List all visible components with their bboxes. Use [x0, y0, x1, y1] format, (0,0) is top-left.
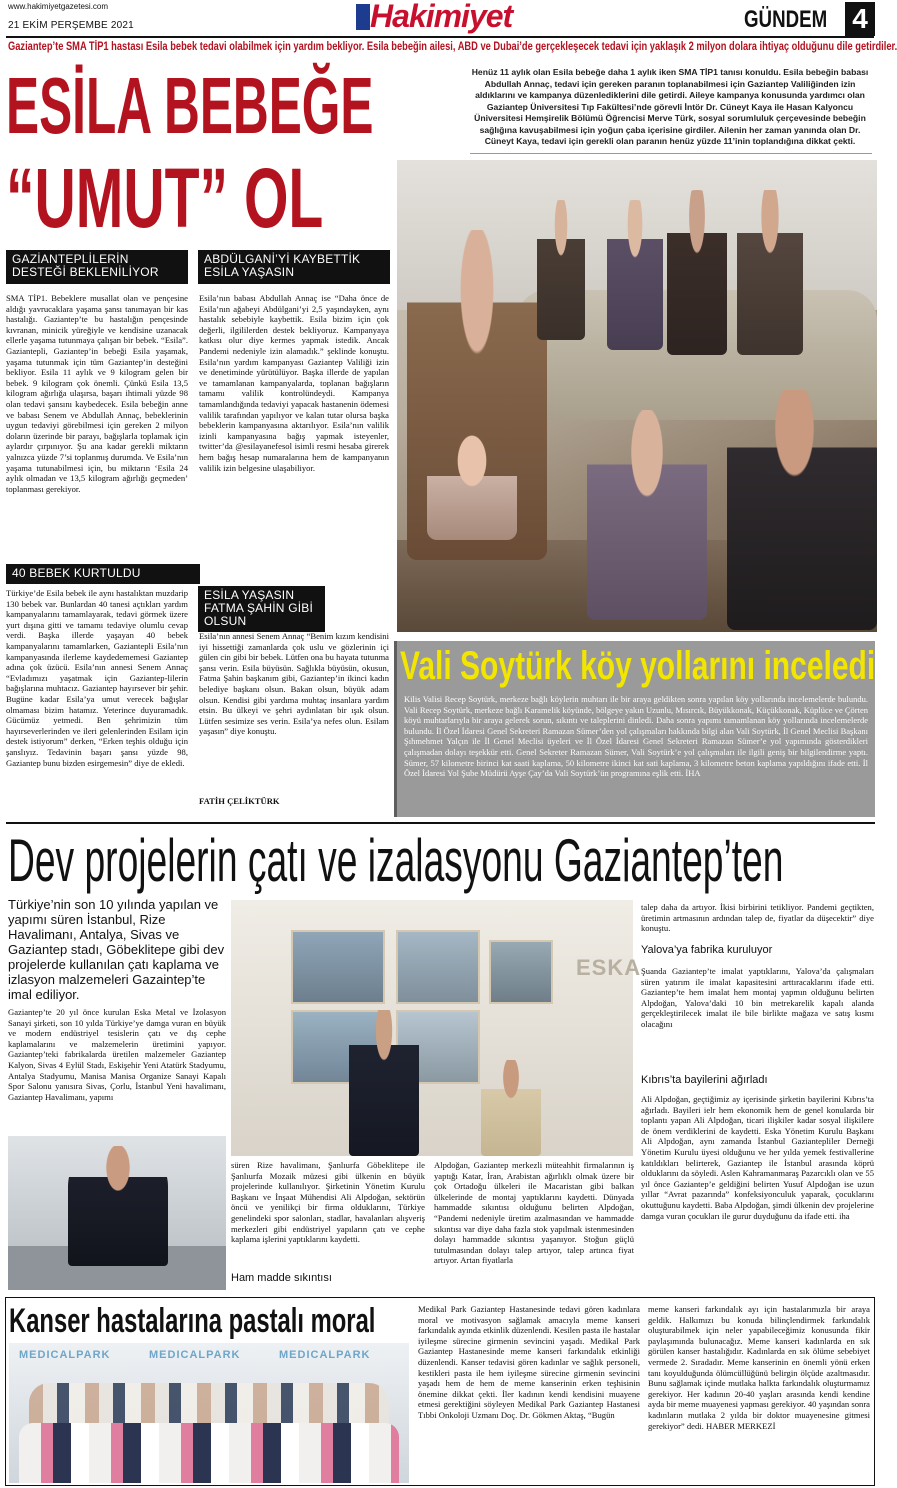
kanser-col2-text: meme kanseri farkındalık ayı için hastalarımızla bir araya geldik. Halkımızı bu konuda bilinçlendirmek farkındalık oluşturabilmek için neler yapabileceğimiz konusunda fikir paylaşımında bulunacağız. Meme kanseri kadınlarda en sık görülen kanser hastalığıdır. Kadınlarda en sık ölüme sebebiyet vermede 2. Sıradadır. Meme kanserinin en önemli yönü erken tanı koyulduğunda ölümcüllüğünü belirgin ölçüde azaltmasıdır. Bunu sağlamak içinde mutlaka halkta farkındalık oluşturmamız gerekiyor. Her kadının 20-40 yaşları arasında kendi kendine ayda bir meme muayenesi yapması gerekiyor. 40 yaşından sonra kadınların mutlaka 2 yılda bir doktor muayenesine gitmesi gerekiyor” dedi. HABER MERKEZİ: [648, 1304, 870, 1431]
summary-rule: [470, 153, 872, 154]
dev-col2-text: süren Rize havalimanı, Şanlıurfa Göbeklitepe ile Şanlıurfa Mozaik müzesi gibi ülkenin en büyük projelerinde kullanılıyor. Şirketinin Yönetim Kurulu Başkanı ve İnşaat Mühendisi Ali Alpdoğan, sektörün öncü ve yenilikçi bir firma olduklarını, Türkiye genelindeki spor salonları, stadlar, havalanları alışveriş merkezleri gibi endüstriyel yapıların çatı ve cephe kaplama işlerini yaptıklarını kaydetti.: [231, 1160, 425, 1245]
lead-headline-line2: “UMUT” OL: [6, 151, 324, 245]
lead-byline: FATİH ÇELİKTÜRK: [199, 796, 280, 806]
subhead-gazianteplilerin: GAZİANTEPLİLERİN DESTEĞİ BEKLENİLİYOR: [6, 250, 188, 284]
dev-col4a-text: talep daha da artıyor. İkisi birbirini tetikliyor. Pandemi geçtikten, üretimin artmasının ardından talep de, fiyatlar da düşecektir” diye konuştu.: [641, 902, 874, 934]
dev-deck: Türkiye’nin son 10 yılında yapılan ve yapımı süren İstanbul, Rize Havalimanı, Antalya, Sivas ve Gaziantep stadı, Göbeklitepe gibi dev projelerde kullanılan çatı kaplama ve izlasyon malzemeleri Gazaintep’te imal ediliyor.: [8, 897, 225, 1002]
kanser-col1-text: Medikal Park Gaziantep Hastanesinde tedavi gören kadınlara moral ve motivasyon sağlamak amacıyla meme kanseri farkındalık ayında etkinlik düzenlendi. Kesilen pasta ile hastalar iyileşme sürecine girmenin sevincini yaşadı. Medikal Park Gaziantep Hastanesinde meme kanseri farkındalık etkinliği düzenlendi. Kanser tedavisi gören kadınlar ve sağlık personeli, kestikleri pasta ile hem iyileşme sürecine girmenin sevincini yaşadı hem de hem de meme kanserinin erken teşhisinin önemine dikkat çekti. İler kadının kendi kendisini muayene etmesi gerektiğini söyleyen Medikal Park Gaziantep Hastanesi Tıbbi Onkoloji Uzmanı Doç. Dr. Gökmen Aktaş, “Bugün: [418, 1304, 640, 1420]
frame-stadium-5: [489, 940, 553, 1004]
masthead-logo: [356, 0, 536, 34]
photo-baby: [427, 430, 517, 540]
lead-col1b-text: Türkiye’de Esila bebek ile aynı hastalıktan muzdarip 130 bebek var. Bunlardan 40 tanesi açtıkları yardım kampanyalarını tamamlayarak, tedavi görmek üzere yurt dışına gitti ve tamamı tedaviye olumlu cevap verdi. Başka illerde yaşayan 40 bebek kampanyalarını tamamlarken, Gaziantepli Esila’nın kampanyasında ilerleme kaydedememesi Gaziantep adına çok üzücü. Esila’nın annesi Senem Annaç “Evladımızı yaşatmak için Gaziantep-lilerin bağışlarına muhtacız. Gaziantep hayırsever bir şehir. Bugüne kadar Esila’ya umut verecek bağışlar olmaması bizim hatamız. Yeterince duyuramadık. Gücümüz yetmedi. Ben şehrimizin tüm hayırseverlerinden ve ileri gelenlerinden Esilam için destek istiyorum” derken, “Erken teşhis olduğu için şanslıyız. Tedavinin başarı şansı yüzde 98, Gaziantep bunu bizden esirgemesin” diye de ekledi.: [6, 588, 188, 768]
logo-badge: [356, 4, 370, 30]
person-at-desk: [68, 1146, 168, 1266]
vali-box: [394, 641, 875, 817]
photo-person-group-3: [667, 190, 727, 355]
header-rule: [6, 36, 874, 38]
banner-text-1: MEDICALPARK: [19, 1349, 111, 1361]
dev-col4c-text: Ali Alpdoğan, geçtiğimiz ay içerisinde şirketin bayilerini Kıbrıs’ta ağırladı. Bayileri ielr hem ekonomik hem de genel konularda bir toplantı yapan Ali Alpdoğan, ticari ilişkiler kadar sosyal ilişkilere de önem verdiklerini de kaydetti. Eska Yönetim Kurulu Başkanı Ali Alpdoğan, aynı zamanda İstanbul Gaziantepliler Derneği Yönetim Kurulu üyesi olduğunu ve her yılda yemek festivallerine katıldıkları belirterek, Gaziantep ile İstanbul arasında köprü olduklarını da söyledi. Aslen Kahramanmaraş Pazarcıklı olan ve 55 yıl önce Gaziantep’e geldiğini belirten Yusuf Alpdoğan ise uzun yıllar “Avrat pazarında” konfeksiyonculuk yaparak, çocuklarını okuttuğunu kaydetti. Baba Alpdoğan, şimdi ülkenin dev projelerine damga vuran çocukları ile gurur duyduğunu da ifade etti. iha: [641, 1094, 874, 1221]
website-url: www.hakimiyetgazetesi.com: [8, 2, 109, 11]
lead-col2-text: Esila’nın babası Abdullah Annaç ise “Daha önce de Esila’nın ağabeyi Abdülgani’yi 2,5 yaşındayken, aynı hastalık sebebiyle kaybettik. Esila bizim için çok değerli, ilgililerden destek bekliyoruz. Kampanyaya katkısı olur diye kermes yapmak istedik. Ancak Pandemi nedeniyle izin alamadık.” şeklinde konuştu. Esila’nın yardım kampanyası Gaziantep Valiliği izin ve denetiminde yürütülüyor. Başka illerde de yapılan ve tamamlanan kampanyalarda, toplanan bağışların tamamı valilik kontrolündeydi. Kampanya tamamlandığında tedaviyi yapacak hastanenin ödemesi valilik tarafından yapılıyor ve kalan tutar olursa başka bebeklerin kampanyasına aktarılıyor. Esila’nın valilik izinli kampanyasına bağış yapmak isteyenler, twitter’da @esilayanefesol isimli resmi hesaba girerek hem bağış hesap numaralarına hem de kampanyanın valilik izin belgesine ulaşabiliyor.: [199, 293, 389, 473]
lead-col2b-text: Esila’nın annesi Senem Annaç “Benim kızım kendisini iyi hissettiği zamanlarda çok uslu ve gözlerinin içi gülen cin gibi bir bebek. Lütfen ona bu hayata tutunma şansı verin. Esila büyüsün. Sağlıkla büyüsün, okusun, Fatma Şahin başkanım gibi, Gaziantep’in ikinci kadın belediye başkanı olsun. Bakan olsun, büyük adam olsun. Kendisi gibi yardıma muhtaç insanlara yardım etsin. Bu ülkeyi ve şehri aydınlatan bir ışık olsun. Lütfen sesimize ses verin. Esila’ya nefes olun. Esilam yaşasın” diye konuştu.: [199, 631, 389, 737]
banner-text-3: MEDICALPARK: [279, 1349, 371, 1361]
banner-text-2: MEDICALPARK: [149, 1349, 241, 1361]
kanser-headline: Kanser hastalarına pastalı moral: [9, 1302, 376, 1340]
eska-office-photo: [231, 900, 642, 1156]
lead-kicker: Gaziantep’te SMA TİP1 hastası Esila bebek tedavi olabilmek için yardım bekliyor. Esila bebeğin ailesi, ABD ve Dubai’de gerçekleşecek tedavi için yaklaşık 2 milyon dolara ihtiyaç olduğunu dile getirdiler.: [8, 41, 897, 53]
esila-family-photo: [397, 160, 877, 632]
frame-stadium-1: [291, 930, 385, 1004]
logo-text: Hakimiyet: [370, 0, 513, 34]
subhead-esila-yasasin: ESİLA YAŞASIN FATMA ŞAHİN GİBİ OLSUN: [198, 586, 325, 632]
vali-text: Kilis Valisi Recep Soytürk, merkeze bağlı köylerin muhtarı ile bir araya geldikten sonra yapılan köy yollarında incelemelerde bulundu. Vali Recep Soytürk, merkeze bağlı Karamelik köyünde, bölgeye yakın Uzunlu, Mısırcık, Büyükkonak, Küçükkonak, Küplüce ve Çörten köyü muhtarlarıyla bir araya gelerek sorun, sıkıntı ve taleplerini dinledi. Daha sonra yapımı tamamlanan köy yollarında incelemelerde bulundu. İl Özel İdaresi Genel Sekreteri Ramazan Sümer’den yol çalışmaları hakkında bilgi alan Vali Soytürk, İl Genel Meclisi Başkanı Şıhmehmet Yalçın ile İl Genel Meclisi üyeleri ve İl Özel İdaresi Genel Sekreteri Ramazan Sümer’e yol yapımında gösterdikleri çalışmadan dolayı teşekkür etti. Genel Sekreter Ramazan Sümer, Vali Soytürk’e yol çalışmaları ile ilgili geniş bir bilgilendirme yaptı. Sümer, 57 kilometre birinci kat saati kaplama, 50 kilometre ikinci kat sati kaplama, 3 kilometre beton kaplama yapıldığını ifade etti. İl Özel İdaresi Yol Şube Müdürü Ayşe Çay’da Vali Soytürk’ün programına eşlik etti. İHA: [404, 694, 868, 779]
subhead-ham-madde: Ham madde sıkıntısı: [231, 1272, 332, 1284]
dev-col3-text: Alpdoğan, Gaziantep merkezli müteahhit firmalarının iş yaptığı Katar, İran, Arabistan ağırlıklı olmak üzere bir çok Ortadoğu ülkeleri ile Macaristan gibi balkan ülkelerinde de montaj yaptıklarını kaydetti. Dünyada hammadde sıkıntısı olduğunu belirten Alpdoğan, “Pandemi nedeniyle üretim azalmasından ve hammadde sıkıntısı var diye daha fazla stok yapılmak istenmesinden dolayı hammadde sıkıntısı yaşanıyor. Stoğun güçlü tutulmasından dolayı talep artıyor, talep artınca fiyat artıyor. Artan fiyatlarla: [434, 1160, 634, 1266]
person-left: [349, 1010, 419, 1156]
eska-wall-sign: ESKA: [576, 955, 642, 980]
person-right: [481, 1060, 541, 1156]
photo-person-group-2: [607, 200, 663, 350]
dev-col1-text: Gaziantep’te 20 yıl önce kurulan Eska Metal ve İzolasyon Sanayi şirketi, son 10 yılda Türkiye’ye damga vuran en büyük ve modern endüstriyel tesislerin çatı ve dış cephe kaplamalarını ve malzemelerin üretimini yapıyor. Gaziantep’teki fabrikalarda üretilen malzemeler Gaziantep Kalyon, Sivas 4 Eylül Stadı, Eskişehir Yeni Atatürk Stadyumu, Antalya Stadyumu, Manisa Manisa Organize Sanayi Kapalı Spor Salonu yanısıra Sivas, Çorlu, İstanbul Yeni havalimanı, Gaziantep Havalimanı, yapımı: [8, 1007, 226, 1102]
photo-person-right: [727, 390, 877, 630]
dev-col4b-text: Şuanda Gaziantep’te imalat yaptıklarını, Yalova’da çalışmaları süren yatırım ile imalat kapasitesini arttıracaklarını ifade etti. Gaziantep’te hem imalat hem montaj yapmın olduğunu belirten Alpdoğan, Yalova’daki 10 bin metrekarelik kapalı alanda gerçekleştirilecek imalat ile bile birlikte mağaza ve satış kısmı olacağını: [641, 966, 874, 1029]
medical-park-group-photo: [9, 1343, 409, 1483]
photo-person-group-1: [537, 200, 585, 340]
group-row-front: [19, 1423, 399, 1483]
dev-headline: Dev projelerin çatı ve izalasyonu Gaziantep’ten: [8, 827, 784, 894]
page-number: 4: [845, 2, 875, 36]
frame-stadium-2: [396, 930, 480, 1004]
photo-person-group-4: [737, 190, 803, 355]
issue-date: 21 EKİM PERŞEMBE 2021: [8, 20, 134, 31]
section-label: GÜNDEM: [744, 6, 828, 33]
subhead-40-bebek: 40 BEBEK KURTULDU: [6, 564, 200, 584]
vali-headline: Vali Soytürk köy yollarını inceledi: [400, 644, 876, 688]
lead-summary: Henüz 11 aylık olan Esila bebeğe daha 1 aylık iken SMA TİP1 tanısı konuldu. Esila bebeğin babası Abdullah Annaç, tedavi için gereken paranın toplanabilmesi için Gaziantep Valiliğinden izin aldıklarını ve kampanya düzenlediklerini dile getirdi. Aileye kampanya konusunda yardımcı olan Gaziantep Üniversitesi Tıp Fakültesi’nde görevli İntör Dr. Cüneyt Kaya ile Hasan Kalyoncu Üniversitesi Hemşirelik Bölümü Öğrencisi Merve Türk, sosyal sorumluluk çerçevesinde bebeğin sağlığına kavuşabilmesi için yoğun çaba içerisine girdiler. Ailenin her zaman yanında olan Dr. Cüneyt Kaya, tedavi için gerekli olan paranın henüz yüzde 11’inin toplandığına dikkat çekti.: [471, 67, 869, 146]
subhead-abdulganiyi: ABDÜLGANİ’Yİ KAYBETTİK ESİLA YAŞASIN: [198, 250, 390, 284]
lead-col1-text: SMA TİP1. Bebeklere musallat olan ve pençesine aldığı yavrucaklara yaşama şansı tanımayan bir kas hastalığı. Gaziantep’te bu hastalığın pençesinde kıvranan, minicik yüreğiyle ve kendisine uzanacak ellerle yaşama tutunmaya çalışan bir bebek. “Esila”. Gaziantepli, Gaziantep’in bebeği Esila yaşamak, yaşama tutunmak için tüm Gaziantep’in desteğini bekliyor. Esila 11 aylık ve 9 kilogram gelen bir bebek. 9 kilogram çok önemli. Çünkü Esila 13,5 kilogram ağırlığa ulaşırsa, başarı ihtimali yüzde 98 olan tedavi şansını kaybedecek. Esila bebeğin anne ve babası Senem ve Abdullah Annaç, bebeklerinin uygun tedaviyi görebilmesi için gereken 2 milyon doların üzerinde bir parayı, bağışlarla toplamak için aylardır çırpınıyor. Şu ana kadar gerekli miktarın yalnızca yüzde 7’si toplanmış durumda. Ve Esila’nın yaşama tutunabilmesi için, bu miktarın ‘Esila 24 aylık olmadan ve 13,5 kilogram ağırlığı geçmeden’ toplanması gerekiyor.: [6, 293, 188, 494]
subhead-kibris: Kıbrıs’ta bayilerini ağırladı: [641, 1074, 768, 1086]
lead-headline-line1: ESİLA BEBEĞE: [6, 61, 374, 150]
photo-person-mid: [587, 410, 707, 620]
alpdogan-desk-photo: [8, 1136, 226, 1290]
vali-box-shadow: [394, 641, 397, 817]
section-divider-1: [6, 822, 875, 824]
subhead-yalova: Yalova’ya fabrika kuruluyor: [641, 944, 773, 956]
